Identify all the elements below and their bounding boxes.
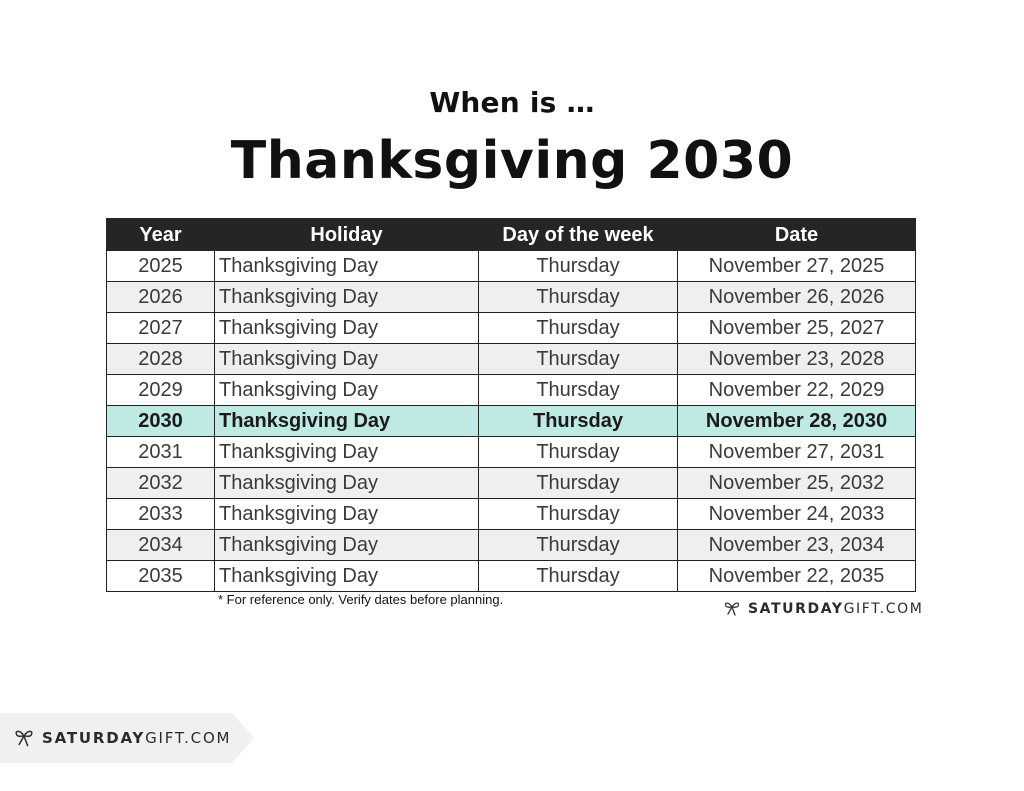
date-cell: November 26, 2026 (678, 282, 916, 313)
day-of-week-cell: Thursday (479, 468, 678, 499)
day-of-week-cell: Thursday (479, 437, 678, 468)
table-row (107, 251, 916, 282)
date-cell: November 23, 2028 (678, 344, 916, 375)
date-cell: November 22, 2029 (678, 375, 916, 406)
column-header-year: Year (107, 219, 215, 251)
year-cell: 2029 (107, 375, 215, 406)
column-header-date: Date (678, 219, 916, 251)
holiday-cell: Thanksgiving Day (215, 344, 479, 375)
day-of-week-cell: Thursday (479, 282, 678, 313)
brand-logo-small (722, 596, 923, 622)
day-of-week-cell: Thursday (479, 375, 678, 406)
year-cell: 2033 (107, 499, 215, 530)
brand-name: SATURDAYGIFT.COM (42, 729, 232, 747)
holiday-cell: Thanksgiving Day (215, 530, 479, 561)
day-of-week-cell: Thursday (479, 530, 678, 561)
day-of-week-cell: Thursday (479, 561, 678, 592)
holiday-cell: Thanksgiving Day (215, 251, 479, 282)
ribbon-bow-icon (722, 597, 742, 621)
table-row (107, 406, 916, 437)
table-header-row (107, 219, 916, 251)
page-title: Thanksgiving 2030 (230, 131, 794, 191)
year-cell: 2031 (107, 437, 215, 468)
column-header-holiday: Holiday (215, 219, 479, 251)
ribbon-bow-icon (12, 724, 36, 752)
date-cell: November 25, 2032 (678, 468, 916, 499)
table-row (107, 499, 916, 530)
day-of-week-cell: Thursday (479, 406, 678, 437)
table-row (107, 313, 916, 344)
column-header-day-of-week: Day of the week (479, 219, 678, 251)
table-row (107, 530, 916, 561)
holiday-cell: Thanksgiving Day (215, 561, 479, 592)
date-cell: November 28, 2030 (678, 406, 916, 437)
year-cell: 2035 (107, 561, 215, 592)
footnote: * For reference only. Verify dates before planning. (218, 592, 504, 607)
day-of-week-cell: Thursday (479, 313, 678, 344)
thanksgiving-dates-table (106, 218, 916, 592)
date-cell: November 27, 2025 (678, 251, 916, 282)
holiday-cell: Thanksgiving Day (215, 437, 479, 468)
year-cell: 2025 (107, 251, 215, 282)
year-cell: 2032 (107, 468, 215, 499)
holiday-cell: Thanksgiving Day (215, 313, 479, 344)
table-row (107, 344, 916, 375)
date-cell: November 22, 2035 (678, 561, 916, 592)
table-row (107, 282, 916, 313)
table-row (107, 375, 916, 406)
holiday-cell: Thanksgiving Day (215, 375, 479, 406)
date-cell: November 23, 2034 (678, 530, 916, 561)
year-cell: 2026 (107, 282, 215, 313)
year-cell: 2030 (107, 406, 215, 437)
date-cell: November 27, 2031 (678, 437, 916, 468)
year-cell: 2027 (107, 313, 215, 344)
holiday-cell: Thanksgiving Day (215, 282, 479, 313)
day-of-week-cell: Thursday (479, 499, 678, 530)
brand-name: SATURDAYGIFT.COM (748, 601, 924, 617)
year-cell: 2034 (107, 530, 215, 561)
year-cell: 2028 (107, 344, 215, 375)
holiday-cell: Thanksgiving Day (215, 499, 479, 530)
date-cell: November 25, 2027 (678, 313, 916, 344)
date-cell: November 24, 2033 (678, 499, 916, 530)
table-row (107, 561, 916, 592)
brand-badge (0, 713, 255, 763)
table-row (107, 437, 916, 468)
day-of-week-cell: Thursday (479, 344, 678, 375)
day-of-week-cell: Thursday (479, 251, 678, 282)
subtitle: When is … (429, 86, 595, 119)
table-row (107, 468, 916, 499)
holiday-cell: Thanksgiving Day (215, 406, 479, 437)
holiday-cell: Thanksgiving Day (215, 468, 479, 499)
